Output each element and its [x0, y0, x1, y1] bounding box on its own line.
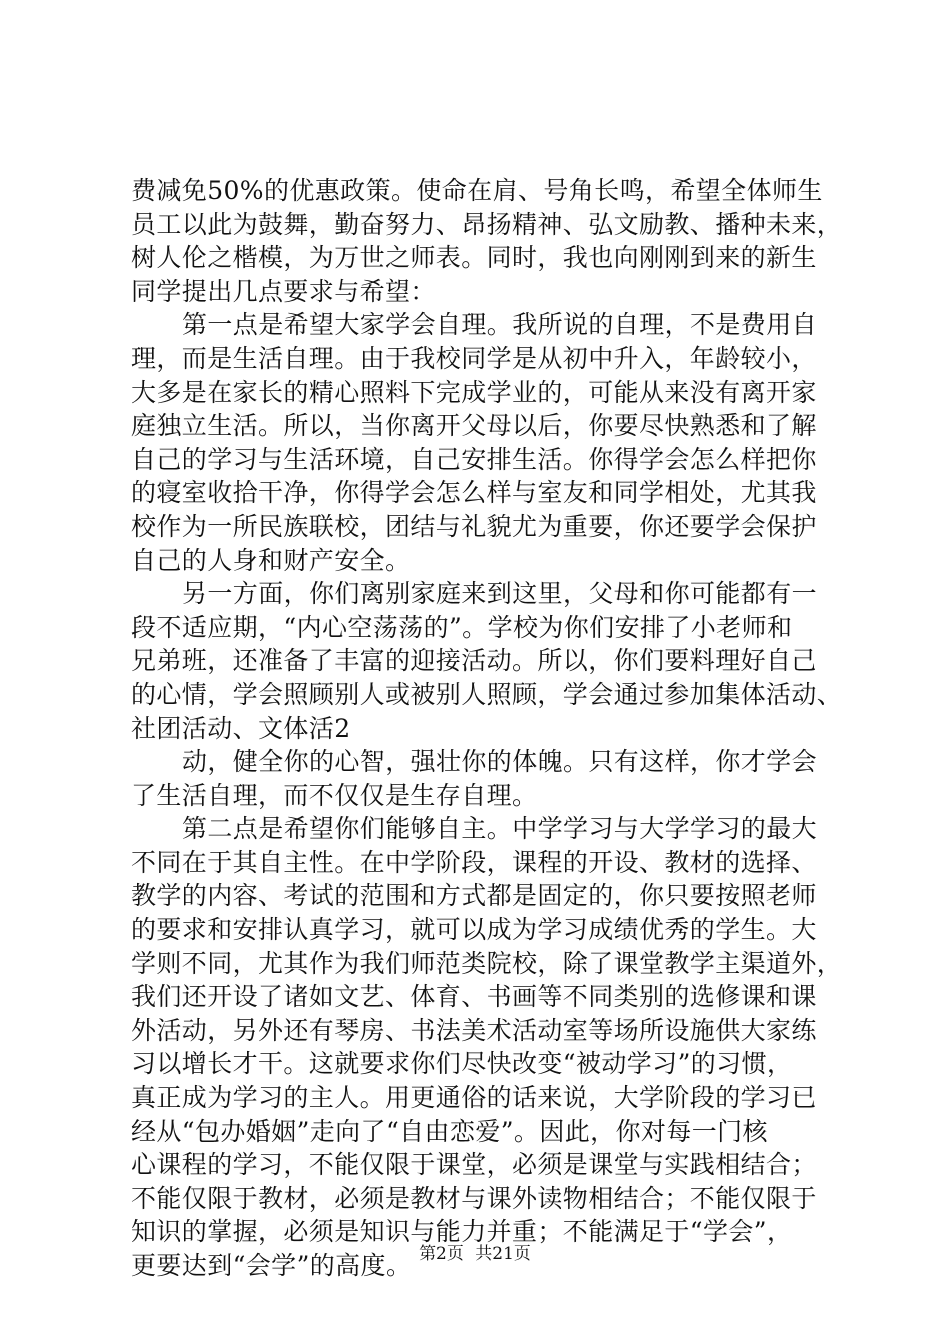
text-line: 经从“包办婚姻”走向了“自由恋爱”。因此，你对每一门核 [131, 1116, 768, 1146]
text-line: 不同在于其自主性。在中学阶段，课程的开设、教材的选择、 [131, 847, 817, 877]
text-line: 的要求和安排认真学习，就可以成为学习成绩优秀的学生。大 [131, 915, 817, 945]
text-line: 外活动，另外还有琴房、书法美术活动室等场所设施供大家练 [131, 1015, 817, 1045]
text-line: 庭独立生活。所以，当你离开父母以后，你要尽快熟悉和了解 [131, 411, 817, 441]
text-line: 第二点是希望你们能够自主。中学学习与大学学习的最大 [182, 814, 818, 844]
text-line: 同学提出几点要求与希望： [131, 276, 436, 306]
text-line: 自己的人身和财产安全。 [131, 545, 411, 575]
text-line: 自己的学习与生活环境，自己安排生活。你得学会怎么样把你 [131, 444, 817, 474]
text-line: 的寝室收拾干净，你得学会怎么样与室友和同学相处，尤其我 [131, 478, 817, 508]
page-total: 共21页 [475, 1244, 531, 1264]
page-number: 第2页 [419, 1244, 464, 1264]
text-line: 学则不同，尤其作为我们师范类院校，除了课堂教学主渠道外， [131, 948, 843, 978]
text-line: 教学的内容、考试的范围和方式都是固定的，你只要按照老师 [131, 881, 817, 911]
text-line: 兄弟班，还准备了丰富的迎接活动。所以，你们要料理好自己 [131, 646, 817, 676]
text-line: 社团活动、文体活2 [131, 713, 351, 743]
text-line: 动，健全你的心智，强壮你的体魄。只有这样，你才学会 [182, 747, 818, 777]
text-line: 不能仅限于教材，必须是教材与课外读物相结合；不能仅限于 [131, 1183, 817, 1213]
text-line: 员工以此为鼓舞，勤奋努力、昂扬精神、弘文励教、播种未来， [131, 209, 843, 239]
text-line: 我们还开设了诸如文艺、体育、书画等不同类别的选修课和课 [131, 982, 817, 1012]
text-line: 校作为一所民族联校，团结与礼貌尤为重要，你还要学会保护 [131, 511, 817, 541]
text-line: 费减免50%的优惠政策。使命在肩、号角长鸣，希望全体师生 [131, 176, 823, 205]
text-line: 真正成为学习的主人。用更通俗的话来说，大学阶段的学习已 [131, 1083, 817, 1113]
text-line: 了生活自理，而不仅仅是生存自理。 [131, 780, 538, 810]
text-line: 另一方面，你们离别家庭来到这里，父母和你可能都有一 [182, 579, 818, 609]
text-line: 习以增长才干。这就要求你们尽快改变“被动学习”的习惯， [131, 1049, 793, 1079]
text-line: 理，而是生活自理。由于我校同学是从初中升入，年龄较小， [131, 343, 817, 373]
text-line: 更要达到“会学”的高度。 [131, 1251, 412, 1280]
text-line: 段不适应期，“内心空荡荡的”。学校为你们安排了小老师和 [131, 612, 793, 642]
text-line: 心课程的学习，不能仅限于课堂，必须是课堂与实践相结合； [131, 1150, 817, 1180]
text-line: 第一点是希望大家学会自理。我所说的自理，不是费用自 [182, 310, 818, 340]
text-line: 的心情，学会照顾别人或被别人照顾，学会通过参加集体活动、 [131, 679, 843, 709]
text-line: 知识的掌握，必须是知识与能力并重；不能满足于“学会”， [131, 1217, 793, 1247]
document-body [131, 174, 843, 1283]
text-line: 大多是在家长的精心照料下完成学业的，可能从来没有离开家 [131, 377, 817, 407]
text-line: 树人伦之楷模，为万世之师表。同时，我也向刚刚到来的新生 [131, 243, 817, 273]
page-footer [0, 1242, 950, 1266]
